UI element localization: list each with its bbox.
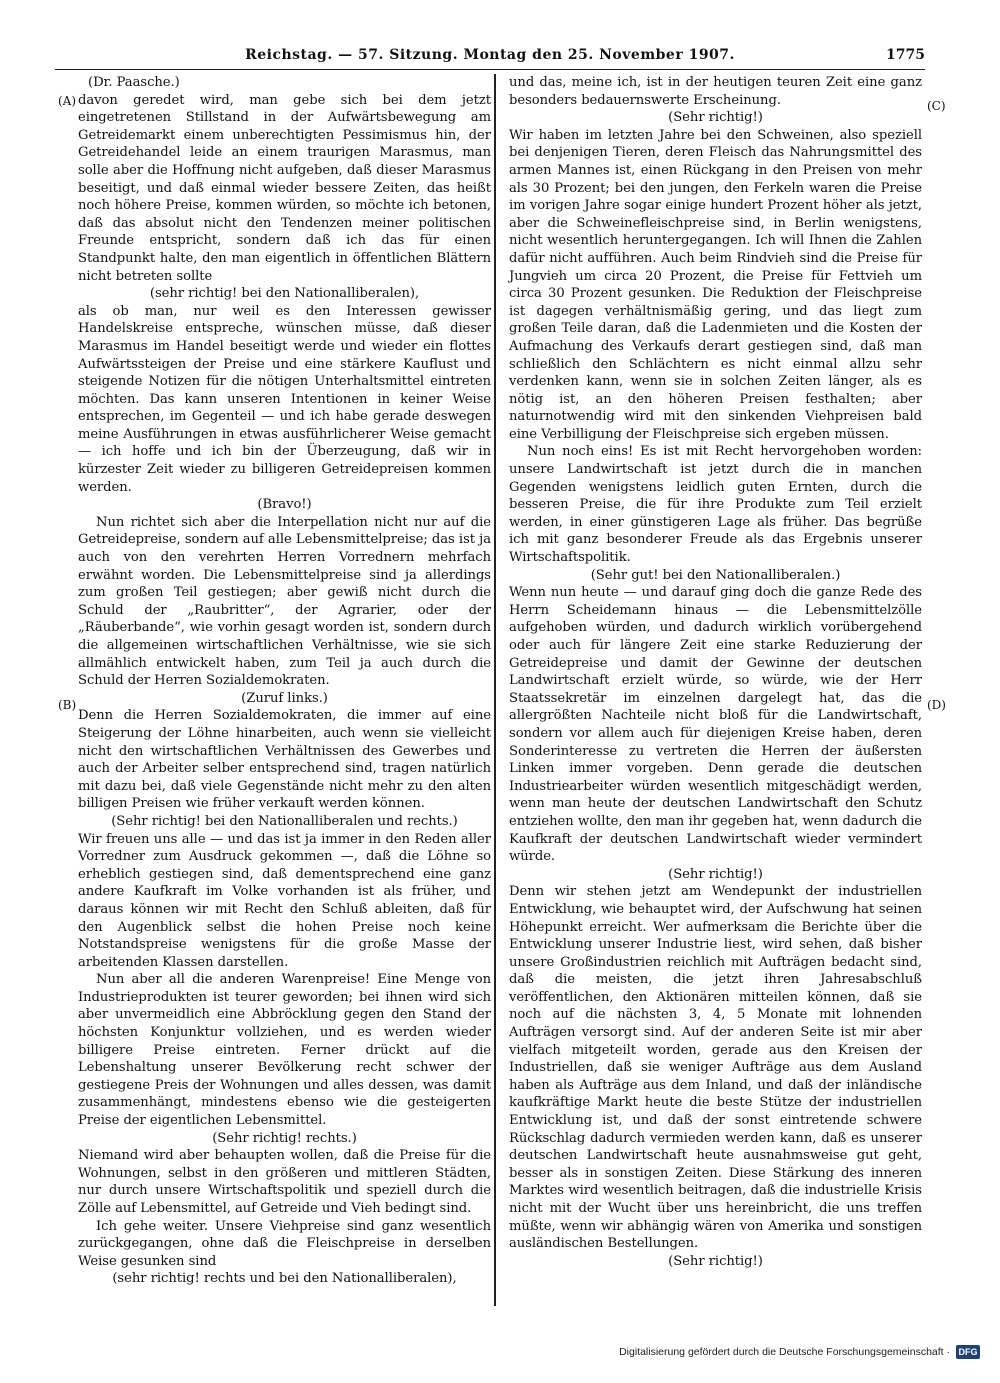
margin-mark-d: (D) [927,698,946,712]
paragraph: als ob man, nur weil es den Interessen gewisser Handelskreise entspreche, wünschen müsse, daß dieser Marasmus im Handel beseitigt werde und wieder ein flottes Aufwärtssteigen der Preise und eine stärkere Kauflust und steigende Notizen für die nötigen Unterhaltsmittel eintreten möchten. Das kann unseren Intentionen in keiner Weise entsprechen, im Gegenteil — und ich habe gerade deswegen meine Ausführungen in etwas ausführlicherer Weise gemacht — ich hoffe und ich bin der Überzeugung, daß wir in kürzester Zeit wieder zu billigeren Getreidepreisen kommen werden. [78,303,491,495]
margin-mark-b: (B) [58,698,77,712]
speaker-label: (Dr. Paasche.) [88,75,180,90]
left-column [78,74,491,1288]
interjection: (Sehr richtig!) [668,1253,763,1269]
right-column [509,74,922,1270]
paragraph: Wir freuen uns alle — und das ist ja immer in den Reden aller Vorredner zum Ausdruck gekommen —, daß die Löhne so erheblich gestiegen sind, daß dementsprechend eine ganz andere Kaufkraft im Volke vorhanden ist als früher, und daraus können wir mit Recht den Schluß ableiten, daß für den Augenblick selbst die hohen Preise noch keine Notstandspreise wenigstens für die große Masse der arbeitenden Klassen darstellen. [78,831,491,970]
column-divider [494,74,496,1306]
paragraph: Wir haben im letzten Jahre bei den Schweinen, also speziell bei denjenigen Tieren, deren Fleisch das Nahrungsmittel des armen Mannes ist, einen Rückgang in den Preisen von mehr als 30 Prozent; bei den jungen, den Ferkeln waren die Preise im vorigen Jahre sogar einige hundert Prozent höher als jetzt, aber die Schweinefleischpreise sind, in Berlin wenigstens, nicht wesentlich heruntergegangen. Ich will Ihnen die Zahlen dafür nicht aufführen. Auch beim Rindvieh sind die Preise für Jungvieh um circa 20 Prozent, die Preise für Fettvieh um circa 30 Prozent gesunken. Die Reduktion der Fleischpreise ist dagegen verhältnismäßig gering, und das liegt zum großen Teile daran, daß die Ladenmieten und die Kosten der Aufmachung des Verkaufs derart gestiegen sind, daß man schließlich den Schlächtern es nicht einmal allzu sehr verdenken kann, wenn sie in solchen Zeiten länger, als es nötig ist, an den höheren Preisen festhalten; aber naturnotwendig wird mit den sinkenden Viehpreisen bald eine Verbilligung der Fleischpreise sich ergeben müssen. [509,127,922,442]
paragraph: und das, meine ich, ist in der heutigen teuren Zeit eine ganz besonders bedauernswerte Erscheinung. [509,75,922,108]
page-number: 1775 [886,47,925,63]
header-rule [55,69,925,70]
paragraph: Nun aber all die anderen Warenpreise! Eine Menge von Industrieprodukten ist teurer geworden; bei ihnen wird sich aber unvermeidlich eine Abbröcklung gegen den Stand der höchsten Konjunktur vollziehen, und es werden wieder billigere Preise eintreten. Ferner drückt auf die Lebenshaltung unserer Bevölkerung recht schwer der gestiegene Preis der Wohnungen und alles dessen, was damit zusammenhängt, mindestens ebenso wie die gesteigerten Preise der eigentlichen Lebensmittel. [78,972,491,1129]
interjection: (Sehr richtig! bei den Nationalliberalen und rechts.) [111,813,458,829]
margin-mark-c: (C) [927,99,946,113]
paragraph: Nun richtet sich aber die Interpellation nicht nur auf die Getreidepreise, sondern auf alle Lebensmittelpreise; das ist ja auch von den verehrten Herren Vorrednern mehrfach erwähnt worden. Die Lebensmittelpreise sind ja allerdings zum großen Teil gestiegen; aber gewiß nicht durch die Schuld der „Raubritter“, der Agrarier, oder der „Räuberbande“, wie vorhin gesagt worden ist, sondern durch die allgemeinen wirtschaftlichen Verhältnisse, wie sie sich allmählich entwickelt haben, zum Teil ja auch durch die Schuld der Herren Sozialdemokraten. [78,514,491,689]
paragraph: Denn die Herren Sozialdemokraten, die immer auf eine Steigerung der Löhne hinarbeiten, auch wenn sie vielleicht nicht den wirtschaftlichen Verhältnissen des Gewerbes und auch der Arbeiter selber entsprechend sind, tragen natürlich mit dazu bei, daß viele Gegenstände nicht mehr zu den alten billigen Preisen wie früher verkauft werden können. [78,708,491,812]
page-header [55,47,925,69]
interjection: (Sehr gut! bei den Nationalliberalen.) [590,567,841,583]
interjection: (Zuruf links.) [241,690,328,706]
dfg-logo: DFG [956,1345,980,1359]
footer-credit-text: Digitalisierung gefördert durch die Deutsche Forschungsgemeinschaft · [619,1346,950,1358]
paragraph: Niemand wird aber behaupten wollen, daß die Preise für die Wohnungen, selbst in den größeren und mittleren Städten, nur durch unsere Wirtschaftspolitik und speziell durch die Zölle auf Lebensmittel, auf Getreide und Vieh bedingt sind. [78,1148,491,1216]
paragraph: davon geredet wird, man gebe sich bei dem jetzt eingetretenen Stillstand in der Aufwärtsbewegung am Getreidemarkt einem unberechtigten Pessimismus hin, der Getreidehandel leide an einem traurigen Marasmus, man solle aber die Hoffnung nicht aufgeben, daß dieser Marasmus beseitigt, und daß einmal wieder bessere Zeiten, das heißt noch höhere Preise, kommen würden, so möchte ich betonen, daß das absolut nicht den Tendenzen meiner politischen Freunde entspricht, sondern daß ich das für einen Standpunkt halte, den man eigentlich in öffentlichen Blättern nicht betreten sollte [78,92,491,284]
paragraph: Ich gehe weiter. Unsere Viehpreise sind ganz wesentlich zurückgegangen, ohne daß die Fleischpreise in derselben Weise gesunken sind [78,1218,491,1269]
running-title: Reichstag. — 57. Sitzung. Montag den 25. November 1907. [245,47,735,63]
paragraph: Nun noch eins! Es ist mit Recht hervorgehoben worden: unsere Landwirtschaft ist jetzt durch die in manchen Gegenden wenigstens leidlich guten Ernten, durch die besseren Preise, die für ihre Produkte zum Teil erzielt werden, in einer günstigeren Lage als früher. Das begrüße ich mit ganz besonderer Freude als das Ergebnis unserer Wirtschaftspolitik. [509,444,922,566]
interjection: (Sehr richtig! rechts.) [212,1130,357,1146]
interjection: (Bravo!) [257,497,312,513]
interjection: (Sehr richtig!) [668,110,763,126]
interjection: (Sehr richtig!) [668,866,763,882]
margin-mark-a: (A) [58,94,77,108]
paragraph: Wenn nun heute — und darauf ging doch die ganze Rede des Herrn Scheidemann hinaus — die Lebensmittelzölle aufgehoben würden, und dadurch wirklich vorübergehend oder auch für längere Zeit eine starke Reduzierung der Getreidepreise und damit der Gewinne der deutschen Landwirtschaft erzielt würde, so würde, wie der Herr Staatssekretär im einzelnen dargelegt hat, das die allergrößten Nachteile nicht bloß für die Landwirtschaft, sondern vor allem auch für diejenigen Kreise haben, deren Sonderinteresse zu vertreten die Herren der äußersten Linken immer vorgeben. Denn gerade die deutschen Industriearbeiter würden wesentlich mitgeschädigt werden, wenn man heute der deutschen Landwirtschaft den Schutz entziehen wollte, den man ihr gegeben hat, wenn dadurch die Kaufkraft der deutschen Landwirtschaft wieder vermindert würde. [509,585,922,865]
digitization-footer [606,1343,986,1363]
paragraph: Denn wir stehen jetzt am Wendepunkt der industriellen Entwicklung, wie behauptet wird, der Aufschwung hat seinen Höhepunkt erreicht. Wer aufmerksam die Berichte über die Entwicklung unserer Industrie liest, wird sehen, daß bisher unsere Großindustrien reichlich mit Aufträgen bedacht sind, daß die meisten, die jetzt ihren Jahresabschluß veröffentlichen, den Aktionären mitteilen können, daß sie noch auf die nächsten 3, 4, 5 Monate mit lohnenden Aufträgen versorgt sind. Auf der anderen Seite ist mir aber vielfach mitgeteilt worden, gerade aus den Kreisen der Industriellen, daß sie weniger Aufträge aus dem Ausland haben als Aufträge aus dem Inland, und daß der inländische kaufkräftige Markt heute die beste Stütze der industriellen Entwicklung ist, und daß der sonst eintretende schwere Rückschlag dadurch vermieden werden kann, daß es unserer deutschen Landwirtschaft heute ausnahmsweise gut geht, besser als in sonstigen Zeiten. Diese Stärkung des inneren Marktes wird wesentlich beitragen, daß die industrielle Krisis nicht mit der Wucht über uns hereinbricht, die uns treffen müßte, wenn wir abhängig wären von Amerika und sonstigen ausländischen Bestellungen. [509,884,922,1252]
interjection: (sehr richtig! bei den Nationalliberalen), [149,286,420,302]
interjection: (sehr richtig! rechts und bei den Nationalliberalen), [112,1271,457,1287]
